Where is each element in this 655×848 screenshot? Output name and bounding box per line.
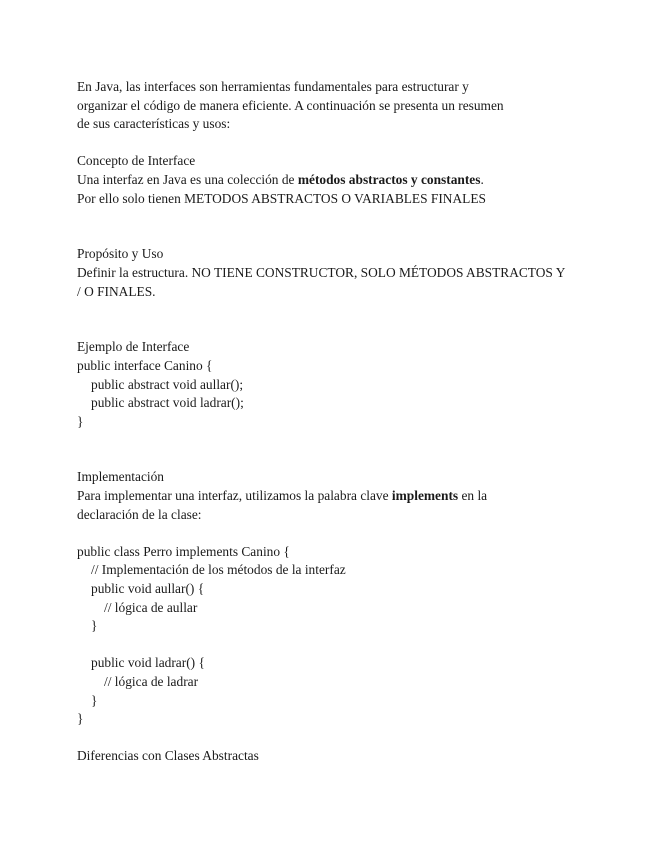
perro-code-line: // lógica de ladrar (104, 674, 199, 689)
perro-code-line: // Implementación de los métodos de la interfaz (91, 562, 346, 578)
ejemplo-code-line: public interface Canino { (77, 357, 213, 373)
perro-code-line: public void aullar() { (91, 581, 205, 597)
diferencias-heading: Diferencias con Clases Abstractas (77, 748, 259, 764)
perro-code-line: } (91, 618, 98, 634)
intro-line-3: de sus características y usos: (77, 116, 231, 132)
implements-keyword: implements (391, 488, 459, 504)
document-page (77, 78, 597, 766)
proposito-heading: Propósito y Uso (77, 246, 164, 262)
implementacion-line-1 (77, 487, 597, 506)
ejemplo-code-line: public abstract void ladrar(); (91, 395, 244, 411)
ejemplo-heading: Ejemplo de Interface (77, 339, 190, 355)
ejemplo-code-line: public abstract void aullar(); (91, 376, 244, 392)
perro-code-line: } (77, 711, 84, 727)
intro-line-2: organizar el código de manera eficiente. A continuación se presenta un resumen (77, 97, 504, 113)
proposito-line-1: Definir la estructura. NO TIENE CONSTRUCTOR, SOLO MÉTODOS ABSTRACTOS Y (77, 264, 566, 280)
implementacion-line-2: declaración de la clase: (77, 506, 202, 522)
concepto-line-1-end: . (480, 171, 484, 187)
intro-line-1: En Java, las interfaces son herramientas fundamentales para estructurar y (77, 79, 469, 94)
concepto-line-2: Por ello solo tienen METODOS ABSTRACTOS O VARIABLES FINALES (77, 190, 486, 206)
implementacion-line-1-text: Para implementar una interfaz, utilizamos la palabra clave (77, 488, 392, 504)
perro-code-line: } (91, 692, 98, 708)
concepto-bold-text: métodos abstractos y constantes (297, 171, 481, 187)
implementacion-line-1-end: en la (458, 488, 488, 504)
ejemplo-code-line: } (77, 413, 84, 429)
concepto-line-1-text: Una interfaz en Java es una colección de (77, 171, 298, 187)
perro-code-line: // lógica de aullar (104, 599, 198, 615)
proposito-line-2: / O FINALES. (77, 283, 156, 299)
perro-code-line: public class Perro implements Canino { (77, 543, 290, 559)
concepto-line-1 (77, 171, 597, 190)
implementacion-heading: Implementación (77, 469, 165, 485)
concepto-heading: Concepto de Interface (77, 153, 196, 169)
perro-code-line: public void ladrar() { (91, 655, 205, 671)
